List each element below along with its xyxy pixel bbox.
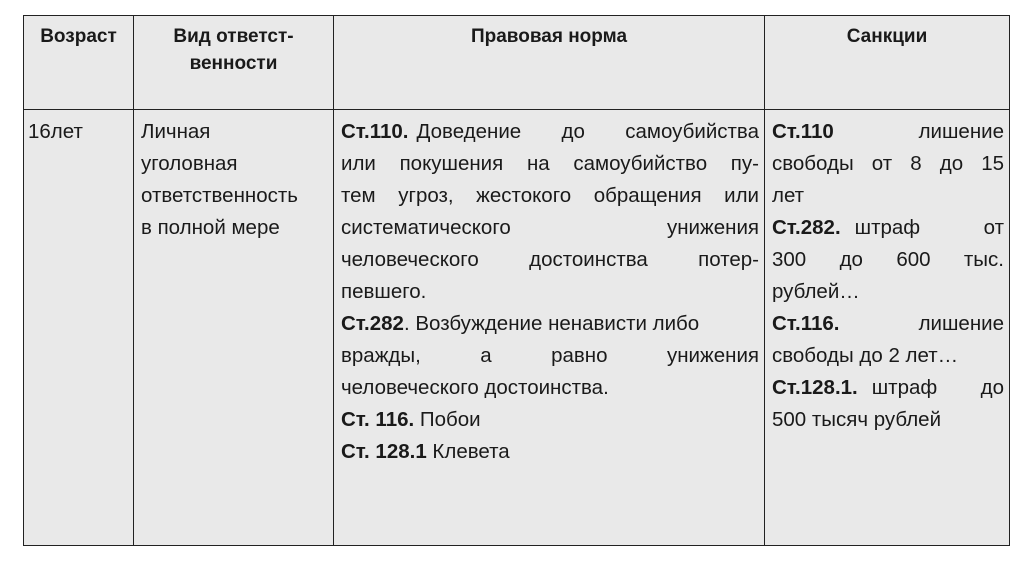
article-116-label: Ст. 116. (341, 408, 415, 431)
header-type (134, 16, 334, 110)
sanction-128-1-label: Ст.128.1. (772, 376, 858, 399)
sanction-line: рублей… (772, 280, 860, 303)
norm-line (341, 436, 759, 468)
norm-line: или покушения на самоубийство пу- (341, 152, 759, 175)
norm-line (341, 404, 759, 436)
sanction-282-label: Ст.282. (772, 216, 841, 239)
age-cell (24, 110, 134, 546)
type-line: в полной мере (141, 216, 280, 239)
norm-line (341, 116, 759, 148)
sanction-line (772, 116, 1004, 148)
article-282-label: Ст.282 (341, 312, 404, 335)
type-line: уголовная (141, 152, 238, 175)
sanction-116-text: лишение (918, 312, 1004, 335)
sanction-110-label: Ст.110 (772, 120, 834, 143)
header-type-line1: Вид ответст- (173, 26, 294, 47)
sanction-110-text: лишение (918, 120, 1004, 143)
legal-norm-cell (334, 110, 765, 546)
norm-line: певшего. (341, 280, 427, 303)
header-norm (334, 16, 765, 110)
header-type-line2: венности (189, 53, 278, 74)
table-row (24, 110, 1010, 546)
sanction-116-label: Ст.116. (772, 312, 840, 335)
law-table (23, 15, 1010, 546)
sanction-line: 500 тысяч рублей (772, 408, 942, 431)
header-sanctions (765, 16, 1010, 110)
type-line: ответственность (141, 184, 298, 207)
article-282-text: . Возбуждение ненависти либо (403, 312, 700, 335)
type-line: Личная (141, 120, 211, 143)
sanction-line (772, 308, 1004, 340)
sanction-line (772, 372, 1004, 404)
header-norm-label: Правовая норма (470, 26, 628, 47)
article-128-1-text: Клевета (426, 440, 510, 463)
norm-line: человеческого достоинства. (341, 376, 609, 399)
sanction-282-text: штраф от (854, 216, 1004, 239)
norm-line: тем угроз, жестокого обращения или (341, 184, 759, 207)
sanctions-cell (765, 110, 1010, 546)
norm-line (341, 308, 759, 340)
sanction-line (772, 212, 1004, 244)
header-age (24, 16, 134, 110)
age-value: 16лет (28, 120, 83, 143)
norm-line: вражды, а равно унижения (341, 344, 759, 367)
sanction-line: 300 до 600 тыс. (772, 248, 1004, 271)
article-116-text: Побои (414, 408, 481, 431)
article-128-1-label: Ст. 128.1 (341, 440, 427, 463)
article-110-label: Ст.110. (341, 120, 409, 143)
sanction-line: лет (772, 184, 805, 207)
header-age-label: Возраст (40, 26, 117, 47)
sanction-line: свободы до 2 лет… (772, 344, 959, 367)
header-row (24, 16, 1010, 110)
responsibility-type-cell (134, 110, 334, 546)
norm-line: систематического унижения (341, 216, 759, 239)
norm-line: человеческого достоинства потер- (341, 248, 759, 271)
sanction-line: свободы от 8 до 15 (772, 152, 1004, 175)
article-110-text: Доведение до самоубийства (416, 120, 759, 143)
header-sanctions-label: Санкции (846, 26, 928, 47)
sanction-128-1-text: штраф до (871, 376, 1004, 399)
